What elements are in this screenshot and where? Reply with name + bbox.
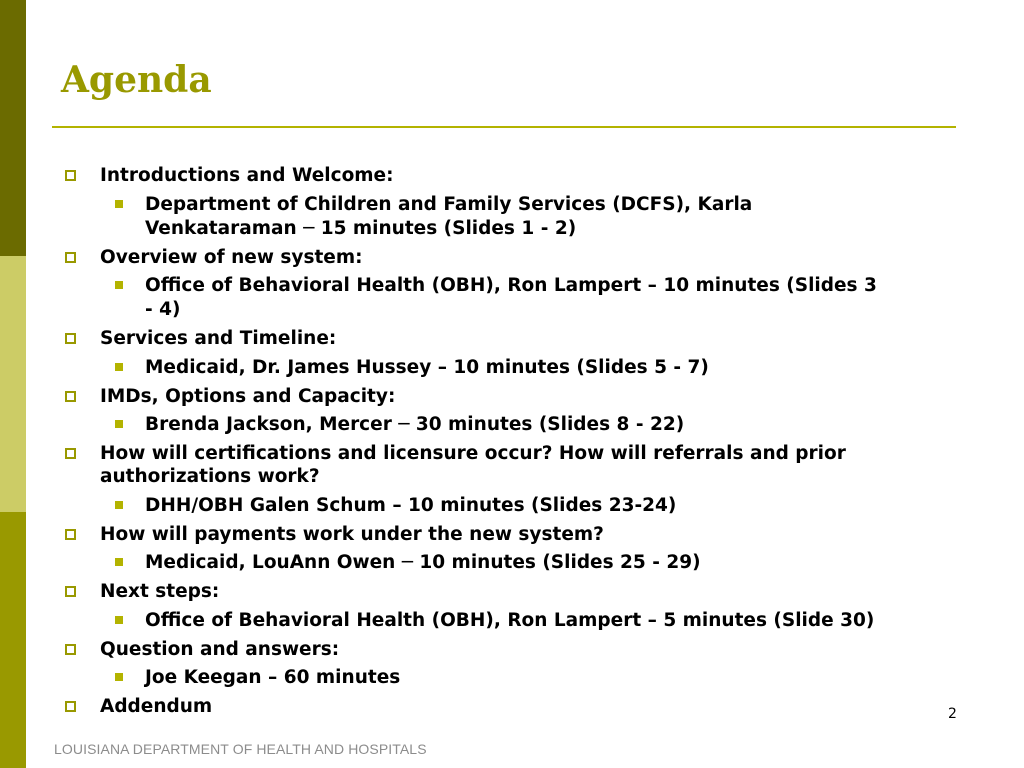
agenda-topic [100,695,212,719]
solid-square-bullet-icon [115,673,123,681]
agenda-topic-label: Addendum [100,696,213,717]
slide-page-number: 2 [948,706,957,722]
footer-organization: LOUISIANA DEPARTMENT OF HEALTH AND HOSPITALS [54,741,427,757]
slide-title: Agenda [61,59,212,101]
agenda-topic [100,442,846,466]
agenda-subitem-continuation [145,298,180,322]
agenda-topic [100,638,339,662]
agenda-topic-label: How will certifications and licensure occur? How will referrals and prior [100,442,846,464]
agenda-subitem-label: Venkataraman ─ 15 minutes (Slides 1 - 2) [145,217,577,239]
agenda-subitem-label: DHH/OBH Galen Schum – 10 minutes (Slides 23-24) [145,495,677,516]
solid-square-bullet-icon [115,558,123,566]
agenda-topic-continuation [100,465,320,489]
agenda-topic-label: Services and Timeline: [100,327,337,349]
hollow-square-bullet-icon [65,644,76,655]
hollow-square-bullet-icon [65,586,76,597]
agenda-topic [100,580,219,604]
agenda-topic-label: How will payments work under the new system? [100,523,604,545]
agenda-topic-label: Question and answers: [100,638,340,660]
hollow-square-bullet-icon [65,333,76,344]
agenda-subitem [145,551,701,575]
agenda-topic-label: IMDs, Options and Capacity: [100,385,396,407]
agenda-subitem-label: Department of Children and Family Services (DCFS), Karla [145,194,753,215]
hollow-square-bullet-icon [65,391,76,402]
agenda-subitem [145,609,874,633]
agenda-topic [100,385,395,409]
solid-square-bullet-icon [115,200,123,208]
agenda-topic-label: Next steps: [100,581,220,602]
hollow-square-bullet-icon [65,252,76,263]
agenda-subitem-label: - 4) [145,298,181,320]
agenda-subitem-label: Medicaid, Dr. James Hussey – 10 minutes (Slides 5 - 7) [145,356,709,378]
agenda-subitem [145,666,400,690]
solid-square-bullet-icon [115,363,123,371]
solid-square-bullet-icon [115,281,123,289]
agenda-subitem-continuation [145,217,576,241]
agenda-subitem [145,356,709,380]
solid-square-bullet-icon [115,420,123,428]
agenda-subitem-label: Office of Behavioral Health (OBH), Ron Lampert – 5 minutes (Slide 30) [145,610,875,631]
agenda-subitem-label: Office of Behavioral Health (OBH), Ron Lampert – 10 minutes (Slides 3 [145,275,877,296]
agenda-topic-label: authorizations work? [100,466,320,487]
solid-square-bullet-icon [115,501,123,509]
agenda-subitem-label: Brenda Jackson, Mercer ─ 30 minutes (Slides 8 - 22) [145,413,685,435]
agenda-topic-label: Introductions and Welcome: [100,165,394,186]
agenda-subitem [145,413,684,437]
agenda-topic [100,327,336,351]
agenda-topic [100,246,363,270]
agenda-subitem [145,494,676,518]
agenda-subitem-label: Medicaid, LouAnn Owen ─ 10 minutes (Slides 25 - 29) [145,552,701,573]
agenda-subitem-label: Joe Keegan – 60 minutes [145,667,401,688]
agenda-topic [100,523,604,547]
hollow-square-bullet-icon [65,170,76,181]
hollow-square-bullet-icon [65,701,76,712]
agenda-subitem [145,274,877,298]
agenda-topic [100,164,394,188]
hollow-square-bullet-icon [65,529,76,540]
hollow-square-bullet-icon [65,448,76,459]
agenda-subitem [145,193,752,217]
solid-square-bullet-icon [115,616,123,624]
agenda-topic-label: Overview of new system: [100,246,363,268]
